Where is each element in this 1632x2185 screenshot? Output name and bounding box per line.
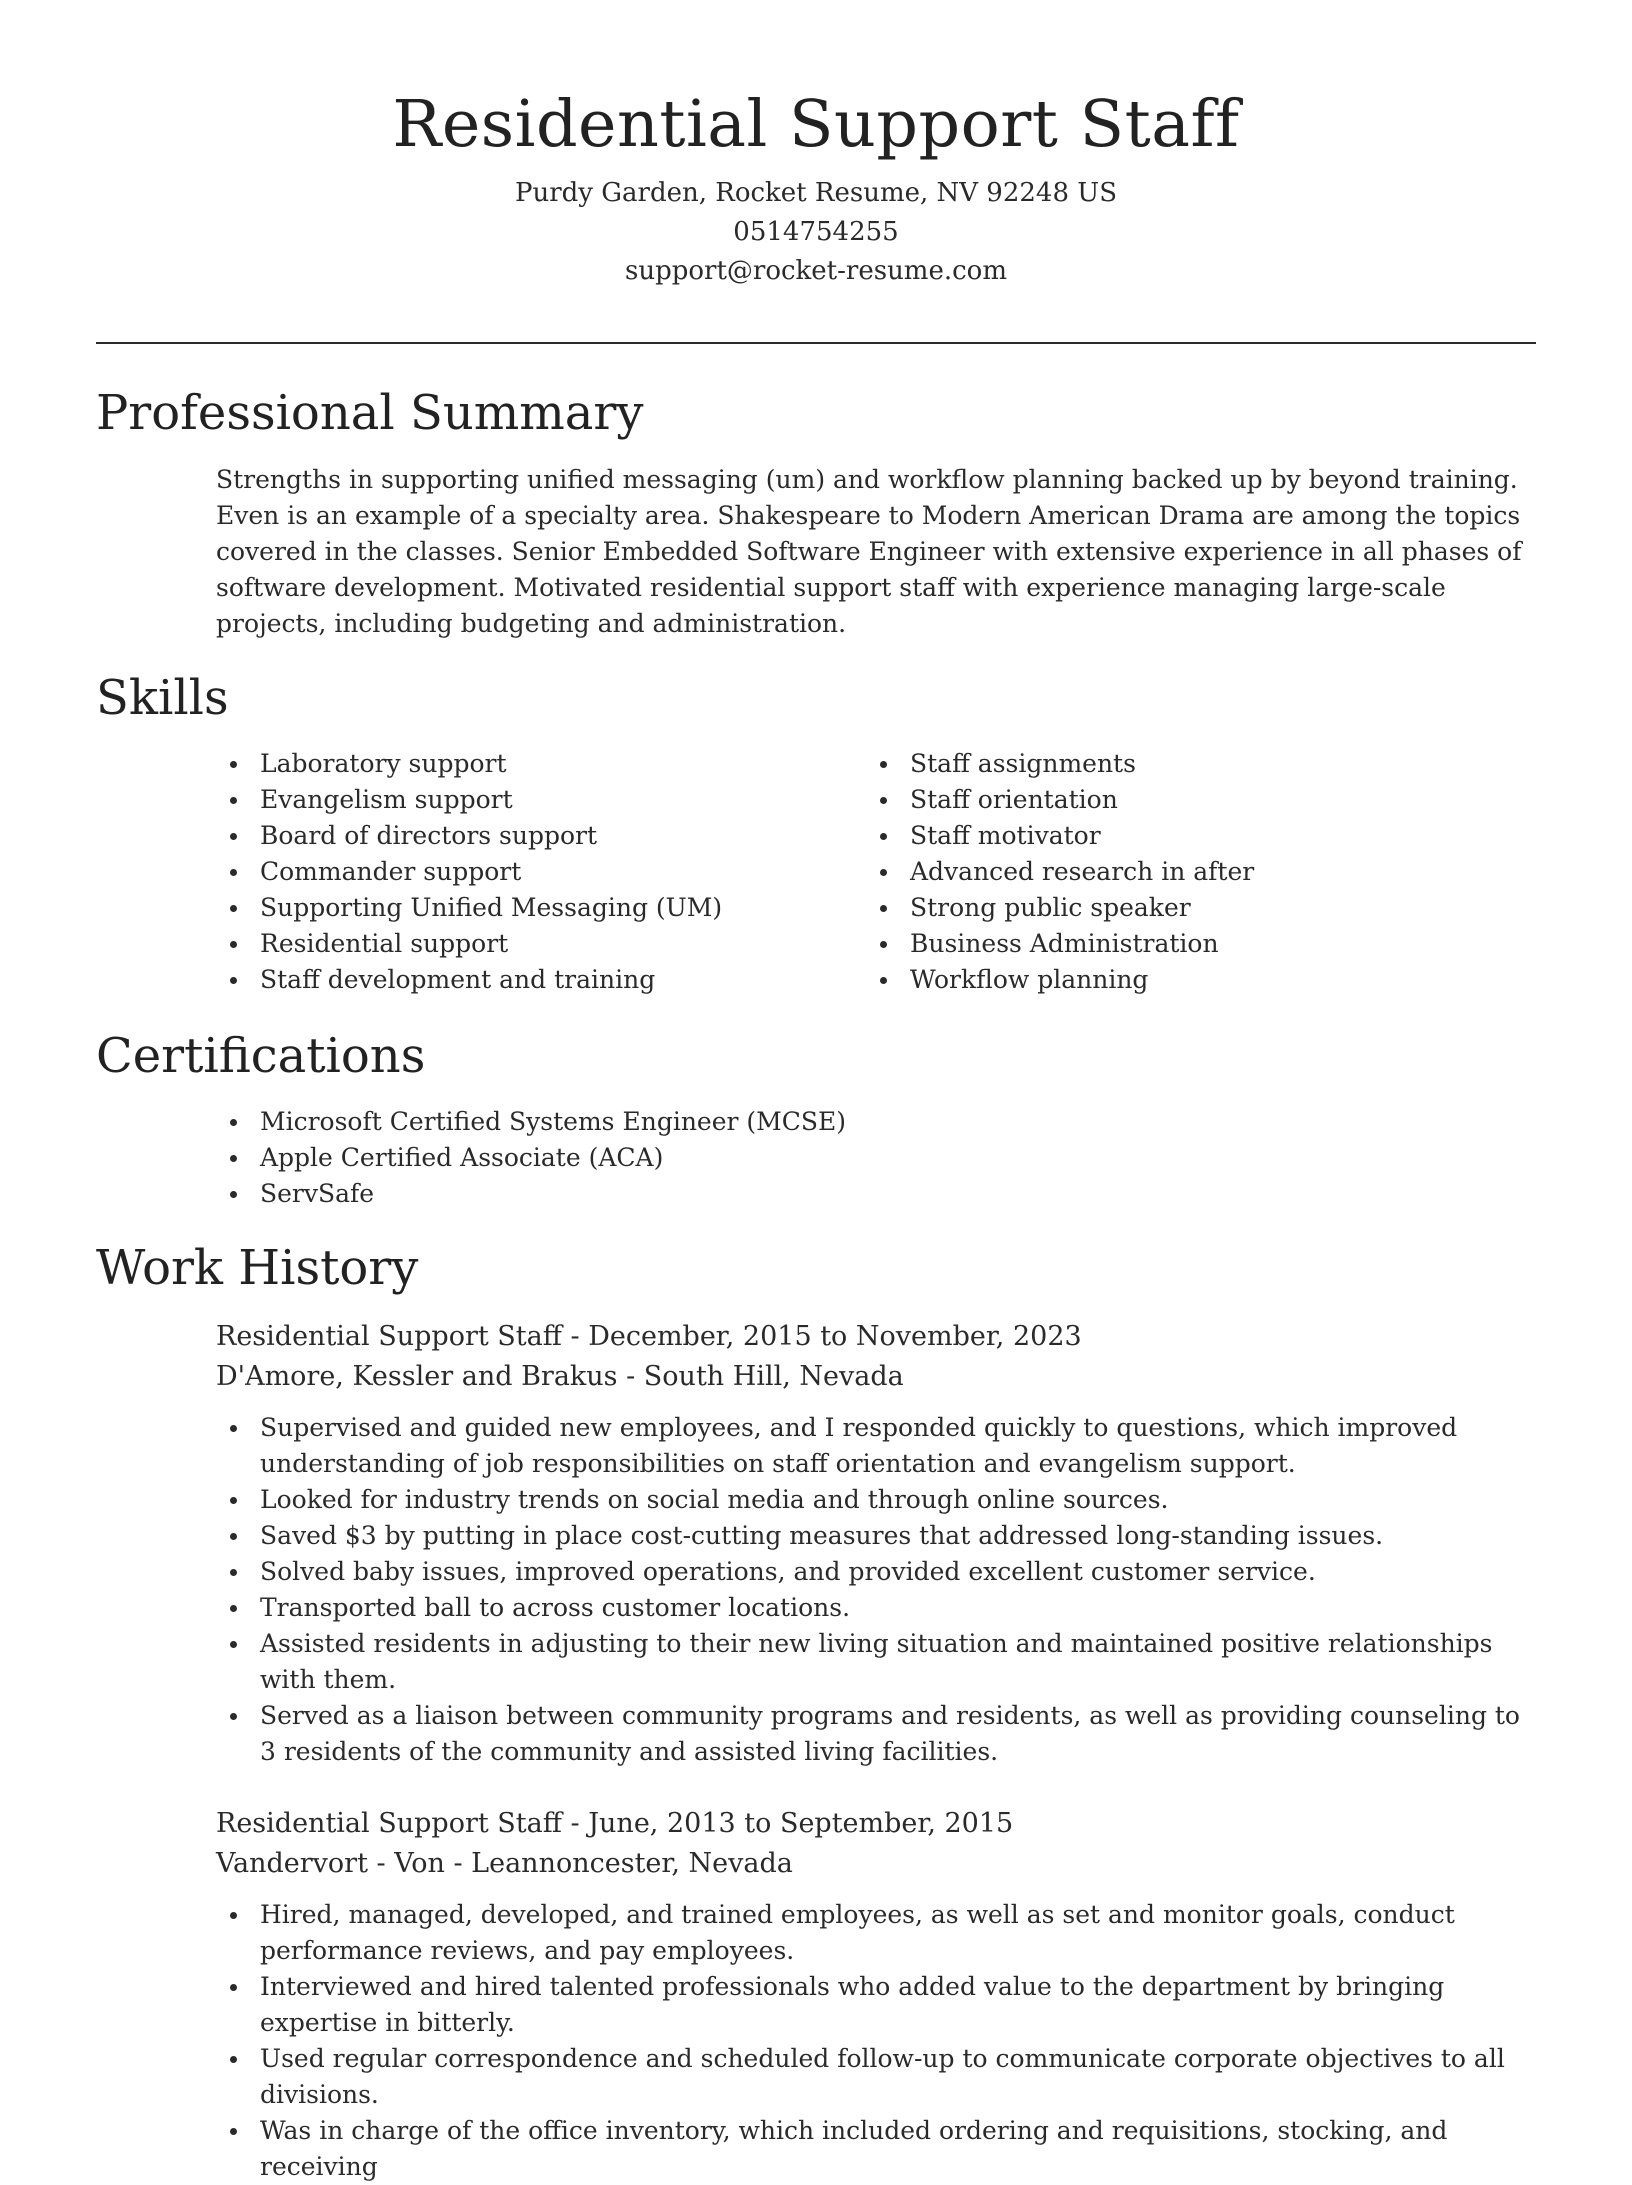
skill-item: Board of directors support (216, 818, 816, 854)
resume-header (0, 0, 1632, 291)
certification-item: ServSafe (216, 1176, 1536, 1212)
skill-item: Commander support (216, 854, 816, 890)
email-text: support@rocket-resume.com (624, 256, 1007, 286)
skills-heading: Skills (96, 670, 229, 726)
skill-item: Residential support (216, 926, 816, 962)
header-divider (96, 342, 1536, 344)
candidate-name: Residential Support Staff (392, 87, 1240, 162)
skill-item: Strong public speaker (866, 890, 1466, 926)
contact-info (0, 174, 1632, 291)
certification-item: Microsoft Certified Systems Engineer (MCSE) (216, 1104, 1536, 1140)
summary-text: Strengths in supporting unified messaging (um) and workflow planning backed up by beyond training. Even is an example of a specialty area. Shakespeare to Modern American Drama are among the topics covered in the classes. Senior Embedded Software Engineer with extensive experience in all phases of software development. Motivated residential support staff with experience managing large-scale projects, including budgeting and administration. (216, 465, 1522, 638)
summary-heading: Professional Summary (96, 385, 644, 441)
job-title-dates: Residential Support Staff - June, 2013 to September, 2015 (216, 1808, 1014, 1839)
skill-item: Workflow planning (866, 962, 1466, 998)
address-text: Purdy Garden, Rocket Resume, NV 92248 US (514, 178, 1118, 208)
job-bullet: Looked for industry trends on social media and through online sources. (216, 1482, 1540, 1518)
skill-item: Advanced research in after (866, 854, 1466, 890)
job-1-header (216, 1317, 1536, 1397)
job-bullet: Served as a liaison between community programs and residents, as well as providing counseling to 3 residents of the community and assisted living facilities. (216, 1698, 1540, 1770)
job-title-dates: Residential Support Staff - December, 2015 to November, 2023 (216, 1321, 1082, 1352)
job-bullet: Hired, managed, developed, and trained employees, as well as set and monitor goals, conduct performance reviews, and pay employees. (216, 1897, 1540, 1969)
work-history-heading: Work History (96, 1240, 419, 1296)
job-bullet: Was in charge of the office inventory, which included ordering and requisitions, stocking, and receiving (216, 2113, 1540, 2185)
job-employer-location: Vandervort - Von - Leannoncester, Nevada (216, 1848, 793, 1879)
job-bullet: Supervised and guided new employees, and I responded quickly to questions, which improved understanding of job responsibilities on staff orientation and evangelism support. (216, 1410, 1540, 1482)
skill-item: Evangelism support (216, 782, 816, 818)
certifications-list (216, 1104, 1536, 1212)
job-1-bullets (216, 1410, 1540, 1770)
job-bullet: Assisted residents in adjusting to their new living situation and maintained positive relationships with them. (216, 1626, 1540, 1698)
job-employer-location: D'Amore, Kessler and Brakus - South Hill, Nevada (216, 1361, 904, 1392)
skill-item: Staff assignments (866, 746, 1466, 782)
skill-item: Laboratory support (216, 746, 816, 782)
phone-text: 0514754255 (733, 217, 899, 247)
skills-list-left (216, 746, 816, 998)
skill-item: Staff orientation (866, 782, 1466, 818)
certification-item: Apple Certified Associate (ACA) (216, 1140, 1536, 1176)
skill-item: Business Administration (866, 926, 1466, 962)
job-bullet: Interviewed and hired talented professionals who added value to the department by bringing expertise in bitterly. (216, 1969, 1540, 2041)
job-2-bullets (216, 1897, 1540, 2185)
job-bullet: Transported ball to across customer locations. (216, 1590, 1540, 1626)
skill-item: Staff development and training (216, 962, 816, 998)
skill-item: Staff motivator (866, 818, 1466, 854)
job-bullet: Saved $3 by putting in place cost-cutting measures that addressed long-standing issues. (216, 1518, 1540, 1554)
certifications-heading: Certifications (96, 1028, 426, 1084)
skills-list-right (866, 746, 1466, 998)
job-bullet: Used regular correspondence and scheduled follow-up to communicate corporate objectives to all divisions. (216, 2041, 1540, 2113)
job-bullet: Solved baby issues, improved operations, and provided excellent customer service. (216, 1554, 1540, 1590)
job-2-header (216, 1804, 1536, 1884)
skill-item: Supporting Unified Messaging (UM) (216, 890, 816, 926)
